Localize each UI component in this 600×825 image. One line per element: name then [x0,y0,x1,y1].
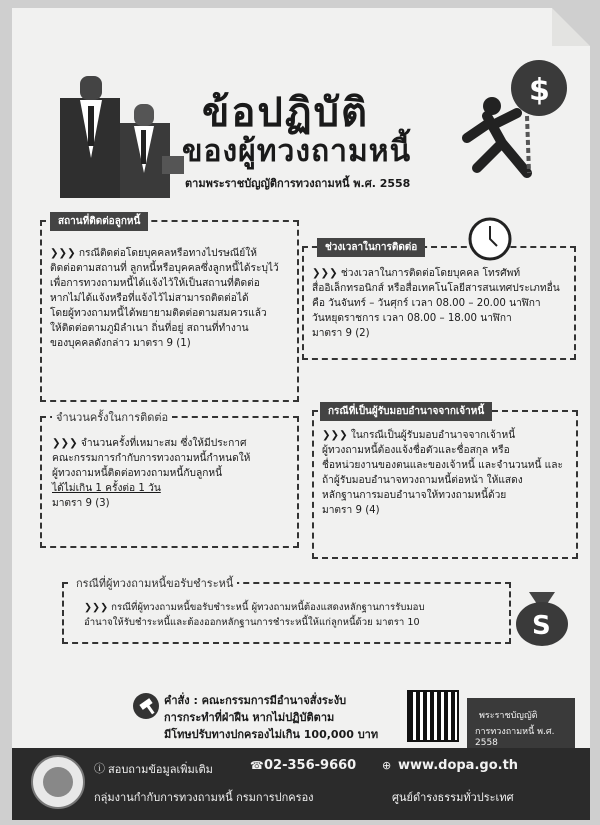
center-name: ศูนย์ดำรงธรรมทั่วประเทศ [392,791,514,804]
money-bag-icon [507,578,577,648]
authorized-label: กรณีที่เป็นผู้รับมอบอำนาจจากเจ้าหนี้ [320,402,492,421]
businessmen-icon [50,68,190,198]
debtor-ball-chain-icon [457,58,577,188]
contact-time-text: ❯❯❯ ช่วงเวลาในการติดต่อโดยบุคคล โทรศัพท์ สื่ออิเล็กทรอนิกส์ หรือสื่อเทคโนโลยีสารสนเทศประเภทอื่น คือ วันจันทร์ – วันศุกร์ เวลา 08.00 – 20.00 นาฬิกา วันหยุดราชการ เวลา 08.00 – 18.00 นาฬิกา มาตรา 9 (2) [312,268,560,339]
penalty-text: คำสั่ง : คณะกรรมการมีอำนาจสั่งระงับ การกระทำที่ฝ่าฝืน หากไม่ปฏิบัติตาม มีโทษปรับทางปกครองไม่เกิน 100,000 บาท [164,694,379,741]
phone-number[interactable]: 02-356-9660 [264,758,357,773]
payment-label: กรณีที่ผู้ทวงถามหนี้ขอรับชำระหนี้ [72,574,237,592]
title-line2: ของผู้ทวงถามหนี้ [182,134,412,169]
clock-icon [467,216,513,262]
info-icon: ⓘ [94,762,105,775]
authorized-text: ❯❯❯ ในกรณีเป็นผู้รับมอบอำนาจจากเจ้าหนี้ ผู้ทวงถามหนี้ต้องแจ้งชื่อตัวและชื่อสกุล หรือ ชื่อหน่วยงานของตนและของเจ้าหนี้ และจำนวนหนี้ และ ถ้าผู้รับมอบอำนาจทวงถามหนี้ต่อหน้า ให้แสดง หลักฐานการมอบอำนาจให้ทวงถามหนี้ด้วย มาตรา 9 (4) [322,430,563,516]
qr-caption-box [467,698,575,748]
contact-place-text: ❯❯❯ กรณีติดต่อโดยบุคคลหรือทางไปรษณีย์ให้ ติดต่อตามสถานที่ ลูกหนี้หรือบุคคลซึ่งลูกหนี้ได้ระบุไว้ เพื่อการทวงถามหนี้ได้แจ้งไว้ให้เป็นสถานที่ติดต่อ หากไม่ได้แจ้งหรือที่แจ้งไว้ไม่สามารถติดต่อได้ โดยผู้ทวงถามหนี้ได้พยายามติดต่อตามสมควรแล้ว ให้ติดต่อตามภูมิลำเนา ถิ่นที่อยู่ สถานที่ทำงาน ของบุคคลดังกล่าว มาตรา 9 (1) [50,248,279,349]
payment-text: ❯❯❯ กรณีที่ผู้ทวงถามหนี้ขอรับชำระหนี้ ผู้ทวงถามหนี้ต้องแสดงหลักฐานการรับมอบ อำนาจให้รับชำระหนี้และต้องออกหลักฐานการชำระหนี้ให้แก่ลูกหนี้ด้วย มาตรา 10 [84,602,425,628]
svg-text:S: S [532,611,551,641]
contact-time-label: ช่วงเวลาในการติดต่อ [317,238,425,257]
title-line1: ข้อปฏิบัติ [202,90,369,136]
phone-icon: ☎ [250,759,264,772]
qr-caption-line1: พระราชบัญญัติ [479,711,538,721]
globe-icon: ⊕ [382,759,392,772]
frequency-text: ❯❯❯ จำนวนครั้งที่เหมาะสม ซึ่งให้มีประกาศ คณะกรรมการกำกับการทวงถามหนี้กำหนดให้ ผู้ทวงถามหนี้ติดต่อทวงถามหนี้กับลูกหนี้ ได้ไม่เกิน 1 ครั้งต่อ 1 วัน มาตรา 9 (3) [52,438,251,509]
poster [12,8,590,820]
seal-logo-icon [30,754,86,810]
gavel-icon [132,692,160,720]
info-label: สอบถามข้อมูลเพิ่มเติม [108,763,213,776]
qr-code-icon[interactable] [407,690,459,742]
page-fold [552,8,590,46]
contact-place-label: สถานที่ติดต่อลูกหนี้ [50,212,148,231]
subtitle: ตามพระราชบัญญัติการทวงถามหนี้ พ.ศ. 2558 [185,177,411,190]
footer [12,748,590,820]
qr-caption-line2: การทวงถามหนี้ พ.ศ. 2558 [475,727,555,748]
frequency-label: จำนวนครั้งในการติดต่อ [52,408,172,426]
website-link[interactable]: www.dopa.go.th [398,758,519,773]
svg-text:$: $ [529,73,550,108]
org-name: กลุ่มงานกำกับการทวงถามหนี้ กรมการปกครอง [94,791,314,804]
